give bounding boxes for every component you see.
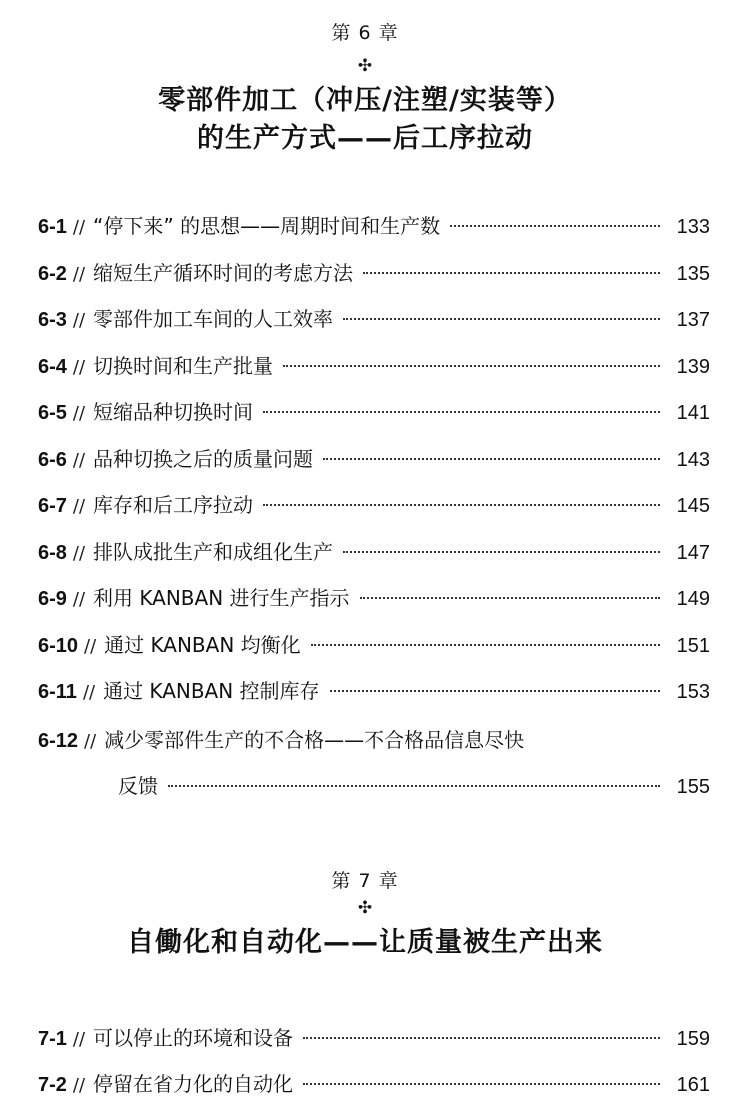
chapter-6-title-line2: 的生产方式——后工序拉动 — [197, 123, 533, 154]
toc-page-number: 139 — [676, 355, 710, 378]
toc-page-number: 151 — [676, 634, 710, 657]
toc-separator: // — [72, 217, 86, 238]
chapter-7-title: 自働化和自动化——让质量被生产出来 — [127, 927, 603, 958]
toc-entry-6-1[interactable] — [38, 210, 710, 242]
toc-separator: // — [72, 1029, 86, 1050]
toc-entry-title: 缩短生产循环时间的考虑方法 — [93, 260, 354, 285]
toc-entry-6-12-continuation[interactable] — [118, 770, 710, 802]
toc-leader-dots — [330, 690, 660, 692]
toc-entry-title: 库存和后工序拉动 — [93, 493, 254, 517]
toc-entry-6-9[interactable] — [38, 582, 710, 614]
toc-leader-dots — [303, 1083, 660, 1085]
toc-page-number: 135 — [676, 262, 710, 285]
toc-leader-dots — [263, 411, 660, 413]
toc-entry-7-1[interactable] — [38, 1022, 710, 1054]
toc-page-number: 145 — [676, 495, 710, 517]
toc-entry-number: 6-9 — [38, 588, 67, 610]
toc-leader-dots — [363, 272, 660, 274]
toc-entry-number: 6-2 — [38, 262, 67, 285]
toc-entry-number: 7-2 — [38, 1074, 67, 1096]
toc-leader-dots — [323, 458, 660, 460]
toc-separator: // — [84, 635, 97, 657]
toc-separator: // — [72, 1075, 86, 1096]
toc-page-number: 137 — [676, 309, 710, 331]
toc-entry-title: 通过 KANBAN 控制库存 — [103, 679, 320, 703]
toc-page-number: 133 — [676, 216, 710, 238]
toc-page-number: 141 — [676, 402, 710, 424]
toc-page-number: 159 — [676, 1028, 710, 1050]
toc-entry-6-12[interactable] — [38, 724, 710, 756]
toc-entry-title: “停下来” 的思想——周期时间和生产数 — [93, 214, 441, 238]
toc-separator: // — [72, 310, 86, 331]
chapter-6-label: 第 6 章 — [331, 22, 399, 44]
toc-separator: // — [72, 449, 86, 471]
toc-entry-6-3[interactable] — [38, 303, 710, 335]
toc-leader-dots — [343, 551, 660, 553]
toc-entry-number: 6-10 — [38, 634, 79, 657]
toc-entry-title: 零部件加工车间的人工效率 — [93, 307, 334, 331]
toc-leader-dots — [343, 318, 660, 320]
toc-entry-number: 6-4 — [38, 355, 67, 378]
toc-entry-number: 6-7 — [38, 495, 67, 517]
toc-entry-number: 6-8 — [38, 541, 67, 564]
toc-leader-dots — [168, 785, 660, 787]
chapter-6-title-line1: 零部件加工（冲压/注塑/实装等） — [158, 85, 572, 116]
toc-leader-dots — [263, 504, 660, 506]
toc-entry-6-6[interactable] — [38, 443, 710, 475]
toc-entry-title: 停留在省力化的自动化 — [93, 1072, 294, 1096]
toc-entry-title: 排队成批生产和成组化生产 — [93, 539, 334, 564]
toc-leader-dots — [450, 225, 660, 227]
toc-page-number: 153 — [676, 681, 710, 703]
toc-entry-6-11[interactable] — [38, 675, 710, 707]
toc-entry-title: 利用 KANBAN 进行生产指示 — [93, 586, 350, 610]
toc-entry-number: 6-6 — [38, 448, 67, 471]
toc-entry-title: 可以停止的环境和设备 — [93, 1026, 294, 1050]
toc-page-number: 155 — [676, 776, 710, 798]
chapter-7-ornament-icon: ✣ — [357, 898, 373, 918]
toc-leader-dots — [283, 365, 660, 367]
toc-entry-6-10[interactable] — [38, 629, 710, 661]
toc-entry-title: 通过 KANBAN 均衡化 — [104, 632, 301, 657]
toc-entry-title: 切换时间和生产批量 — [93, 353, 274, 378]
toc-separator: // — [72, 496, 86, 517]
toc-entry-number: 6-3 — [38, 309, 67, 331]
toc-separator: // — [84, 731, 97, 752]
toc-separator: // — [72, 589, 86, 610]
toc-entry-number: 7-1 — [38, 1028, 67, 1050]
toc-entry-6-2[interactable] — [38, 257, 710, 289]
toc-entry-6-5[interactable] — [38, 396, 710, 428]
toc-page-number: 143 — [676, 448, 710, 471]
chapter-7-label: 第 7 章 — [331, 870, 399, 892]
toc-entry-6-7[interactable] — [38, 489, 710, 521]
toc-leader-dots — [311, 644, 660, 646]
toc-entry-title: 减少零部件生产的不合格——不合格品信息尽快 — [104, 728, 525, 752]
toc-entry-title: 短缩品种切换时间 — [93, 400, 254, 424]
chapter-6-ornament-icon: ✣ — [357, 56, 373, 76]
toc-leader-dots — [303, 1037, 660, 1039]
toc-entry-number: 6-11 — [38, 681, 77, 703]
toc-entry-number: 6-5 — [38, 402, 67, 424]
toc-entry-6-8[interactable] — [38, 536, 710, 568]
toc-entry-number: 6-12 — [38, 730, 79, 752]
toc-entry-6-4[interactable] — [38, 350, 710, 382]
toc-separator: // — [82, 682, 96, 703]
toc-separator: // — [72, 542, 86, 564]
toc-leader-dots — [360, 597, 660, 599]
toc-entry-title: 品种切换之后的质量问题 — [93, 446, 314, 471]
toc-page-number: 147 — [676, 541, 710, 564]
toc-page-number: 161 — [676, 1074, 710, 1096]
toc-separator: // — [72, 356, 86, 378]
toc-entry-number: 6-1 — [38, 216, 67, 238]
toc-entry-7-2[interactable] — [38, 1068, 710, 1100]
toc-entry-title-continued: 反馈 — [118, 774, 158, 798]
toc-page-number: 149 — [676, 588, 710, 610]
toc-separator: // — [72, 263, 86, 285]
toc-separator: // — [72, 403, 86, 424]
